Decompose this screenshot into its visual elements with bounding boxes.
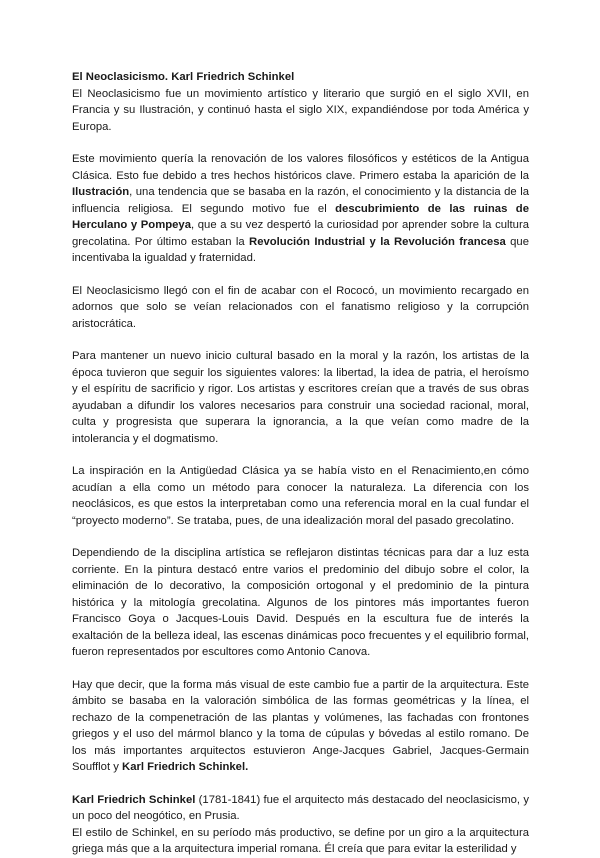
bold-term-revoluciones: Revolución Industrial y la Revolución francesa xyxy=(249,235,506,248)
document-title: El Neoclasicismo. Karl Friedrich Schinkel xyxy=(72,71,295,83)
bold-term-schinkel-name: Karl Friedrich Schinkel xyxy=(72,793,196,806)
paragraph-disciplines: Dependiendo de la disciplina artística se reflejaron distintas técnicas para dar a luz esta corriente. En la pintura destacó entre varios el predominio del dibujo sobre el color, la eliminación de lo decorativo, la composición ortogonal y el predominio de la pintura histórica y la mitología grecolatina. Algunos de los pintores más importantes fueron Francisco Goya o Jacques-Louis David. Después en la escultura fue de interés la exaltación de la belleza ideal, las escenas dinámicas poco frecuentes y el equilibrio formal, fueron representados por escultores como Antonio Canova. xyxy=(72,547,529,658)
paragraph-schinkel-intro xyxy=(72,792,529,825)
bold-term-herculano-pompeya: descubrimiento de las ruinas de Herculano y Pompeya xyxy=(72,202,529,231)
bold-term-ilustracion: Ilustración xyxy=(72,186,130,198)
text-segment: que incentivaba la igualdad y fraternidad. xyxy=(72,235,529,264)
text-segment: , una tendencia que se basaba en la razón, el conocimiento y la distancia de la influencia religiosa. El segundo motivo fue el xyxy=(72,186,529,215)
text-segment: Hay que decir, que la forma más visual de este cambio fue a partir de la arquitectura. Este ámbito se basaba en la valoración simbólica de las formas geométricas y la línea, el rechazo de la compenetración de las plantas y volúmenes, las fachadas con frontones griegos y el uso del mármol blanco y la toma de cúpulas y bóvedas al estilo romano. De los más importantes arquitectos estuvieron Ange-Jacques Gabriel, Jacques-Germain Soufflot y xyxy=(72,678,529,773)
paragraph-antiquity: La inspiración en la Antigüedad Clásica ya se había visto en el Renacimiento,en cómo acudían a ella como un método para conocer la naturaleza. La diferencia con los neoclásicos, es que estos la interpretaban como una referencia moral en la cual fundar el “proyecto moderno”. Se trataba, pues, de una idealización moral del pasado grecolatino. xyxy=(72,465,529,527)
text-segment: (1781-1841) fue el arquitecto más destacado del neoclasicismo, y un poco del neogótico, en Prusia. xyxy=(72,793,529,822)
paragraph-schinkel-style: El estilo de Schinkel, en su período más productivo, se define por un giro a la arquitectura griega más que a la arquitectura imperial romana. Él creía que para evitar la esterilidad y xyxy=(72,826,529,855)
text-segment: Este movimiento quería la renovación de los valores filosóficos y estéticos de la Antigua Clásica. Esto fue debido a tres hechos históricos clave. Primero estaba la aparición de la xyxy=(72,153,529,182)
bold-term-schinkel: Karl Friedrich Schinkel. xyxy=(122,761,249,773)
paragraph-historical-causes xyxy=(72,151,529,267)
paragraph-architecture xyxy=(72,677,529,776)
paragraph-values: Para mantener un nuevo inicio cultural basado en la moral y la razón, los artistas de la época tuvieron que seguir los siguientes valores: la libertad, la idea de patria, el heroísmo y el espíritu de sacrificio y rigor. Los artistas y escritores creían que a través de sus obras ayudaban a difundir los valores necesarios para construir una sociedad racional, moral, culta y progresista que superara la ignorancia, a la que veían como madre de la intolerancia y el dogmatismo. xyxy=(72,350,529,445)
paragraph-intro: El Neoclasicismo fue un movimiento artístico y literario que surgió en el siglo XVII, en Francia y su Ilustración, y continuó hasta el siglo XIX, expandiéndose por toda América y Europa. xyxy=(72,87,529,133)
text-segment: , que a su vez despertó la curiosidad por aprender sobre la cultura grecolatina. Por último estaban la xyxy=(72,219,529,248)
document-page xyxy=(72,69,529,858)
paragraph-rococo: El Neoclasicismo llegó con el fin de acabar con el Rococó, un movimiento recargado en adornos que solo se veían relacionados con el fanatismo religioso y la corrupción aristocrática. xyxy=(72,284,529,330)
